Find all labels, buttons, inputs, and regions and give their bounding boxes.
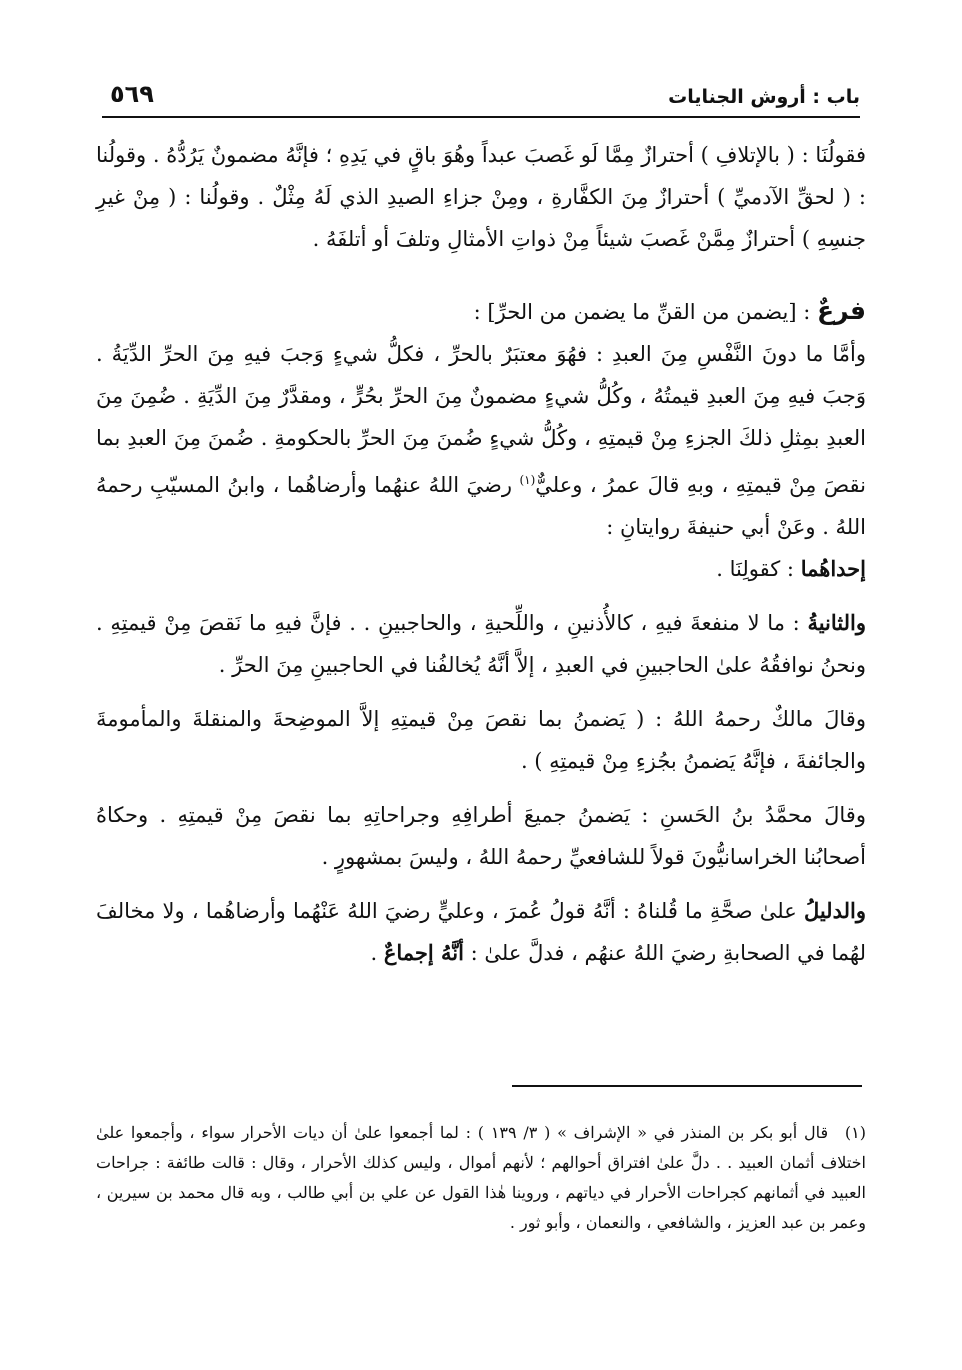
paragraph-7-text: علىٰ صحَّةِ ما قُلناهُ : أنَّهُ قولُ عُمرَ ، وعليٍّ رضيَ اللهُ عَنْهُما وأرضاهُما ، ولا مخالفَ لهُما في الصحابةِ رضيَ اللهُ عنهُم ، فدلَّ علىٰ : (96, 899, 866, 965)
footnote-reference[interactable]: (١) (519, 473, 536, 487)
paragraph-7: والدليلُ علىٰ صحَّةِ ما قُلناهُ : أنَّهُ قولُ عُمرَ ، وعليٍّ رضيَ اللهُ عَنْهُما وأرضاهُما ، ولا مخالفَ لهُما في الصحابةِ رضيَ اللهُ عنهُم ، فدلَّ علىٰ : أنَّهُ إجماعٌ . (96, 898, 866, 965)
paragraph-6: وقالَ محمَّدُ بنُ الحَسنِ : يَضمنُ جميعَ أطرافِهِ وجراحاتِهِ بما نقصَ مِنْ قيمتِهِ . وحكاهُ أصحابُنا الخراسانيُّونَ قولاً للشافعيِّ رحمهُ اللهُ ، وليسَ بمشهورٍ . (96, 803, 866, 869)
paragraph-2 (96, 333, 866, 548)
paragraph-1: فقولُنَا : ( بالإتلافِ ) أحترازٌ مِمَّا لَو غَصبَ عبداً وهُوَ باقٍ في يَدِهِ ؛ فإنَّهُ مضمونٌ يَرُدُّهُ . وقولُنا : ( لحقِّ الآدميِّ ) أحترازٌ مِنَ الكفَّارةِ ، ومِنْ جزاءِ الصيدِ الذي لَهُ مِثْلٌ . وقولُنا : ( مِنْ غيرِ جنسِهِ ) أحترازٌ مِمَّنْ غَصبَ شيئاً مِنْ ذواتِ الأمثالِ وتلفَ أو أتلفَهُ . (96, 143, 866, 251)
paragraph-4-text: : ما لا منفعةَ فيهِ ، كالأُذنينِ ، واللِّحيةِ ، والحاجبينِ . . فإنَّ فيهِ ما نَقصَ مِنْ قيمتِهِ . ونحنُ نوافقُهُ علىٰ الحاجبينِ في العبدِ ، إلاَّ أنَّهُ يُخالفُنا في الحاجبينِ مِنَ الحرِّ . (96, 611, 866, 677)
paragraph-3-label: إحداهُما (800, 556, 866, 581)
paragraph-7-conclusion: أنَّهُ إجماعٌ (383, 940, 464, 965)
far-label: فرعٌ (817, 296, 866, 325)
far-heading: : [يضمن من القنِّ ما يضمن من الحرِّ] : (473, 300, 811, 324)
paragraph-7-label: والدليلُ (803, 898, 866, 923)
footnote-text: قال أبو بكر بن المنذر في « الإشراف » ( ٣/ ١٣٩ ) : لما أجمعوا علىٰ أن ديات الأحرار سواء ، وأجمعوا علىٰ اختلاف أثمان العبيد . . دلَّ علىٰ افتراق أحوالهم ؛ لأنهم أموال ، وليس كذلك الأحرار ، وقال : قالت طائفة : جراحات العبيد في أثمانهم كجراحات الأحرار في دياتهم ، وروينا هٰذا القول عن علي بن أبي طالب ، وبه قال محمد بن سيرين ، وعمر بن عبد العزيز ، والشافعي ، والنعمان ، وأبو ثور . (96, 1123, 866, 1232)
main-text (96, 134, 866, 974)
page-number: ٥٦٩ (110, 80, 154, 108)
chapter-title: باب : أروش الجنايات (668, 86, 860, 108)
paragraph-3 (96, 548, 866, 590)
footnote-number: (١) (844, 1123, 866, 1142)
paragraph-4 (96, 602, 866, 686)
far-heading-line (96, 290, 866, 333)
paragraph-2-part-b: رضيَ اللهُ عنهُما وأرضاهُما ، وابنُ المسيّبِ رحمهُ اللهُ . وعَنْ أبي حنيفةَ روايتانِ : (96, 473, 866, 539)
paragraph-3-text: : كقولِنَا . (716, 557, 795, 581)
paragraph-5: وقالَ مالكٌ رحمهُ اللهُ : ( يَضمنُ بما نقصَ مِنْ قيمتِهِ إلاَّ الموضِحةَ والمنقلةَ والمأمومةَ والجائفةَ ، فإنَّهُ يَضمنُ بجُزءِ مِنْ قيمتِهِ ) . (96, 707, 866, 773)
running-header (102, 80, 860, 118)
paragraph-2-part-a: وأمَّا ما دونَ النَّفْسِ مِنَ العبدِ : فهُوَ معتبَرٌ بالحرِّ ، فكلُّ شيءٍ وَجبَ فيهِ مِنَ الحرِّ الدِّيَةُ . وَجبَ فيهِ مِنَ العبدِ قيمتُهُ ، وكُلُّ شيءٍ مضمونٌ مِنَ الحرِّ بحُرٍّ ، ومقدَّرٌ مِنَ الدِّيَةِ . ضُمِنَ مِنَ العبدِ بمِثلِ ذلكَ الجزءِ مِنْ قيمتِهِ ، وكُلُّ شيءٍ ضُمنَ مِنَ الحرِّ بالحكومةِ . ضُمنَ مِنَ العبدِ بما نقصَ مِنْ قيمتِهِ ، وبهِ قالَ عمرُ ، وعليٌّ (96, 342, 866, 497)
paragraph-4-label: والثانيةُ (807, 610, 867, 635)
footnote (96, 1118, 866, 1238)
footnote-separator (512, 1085, 862, 1087)
